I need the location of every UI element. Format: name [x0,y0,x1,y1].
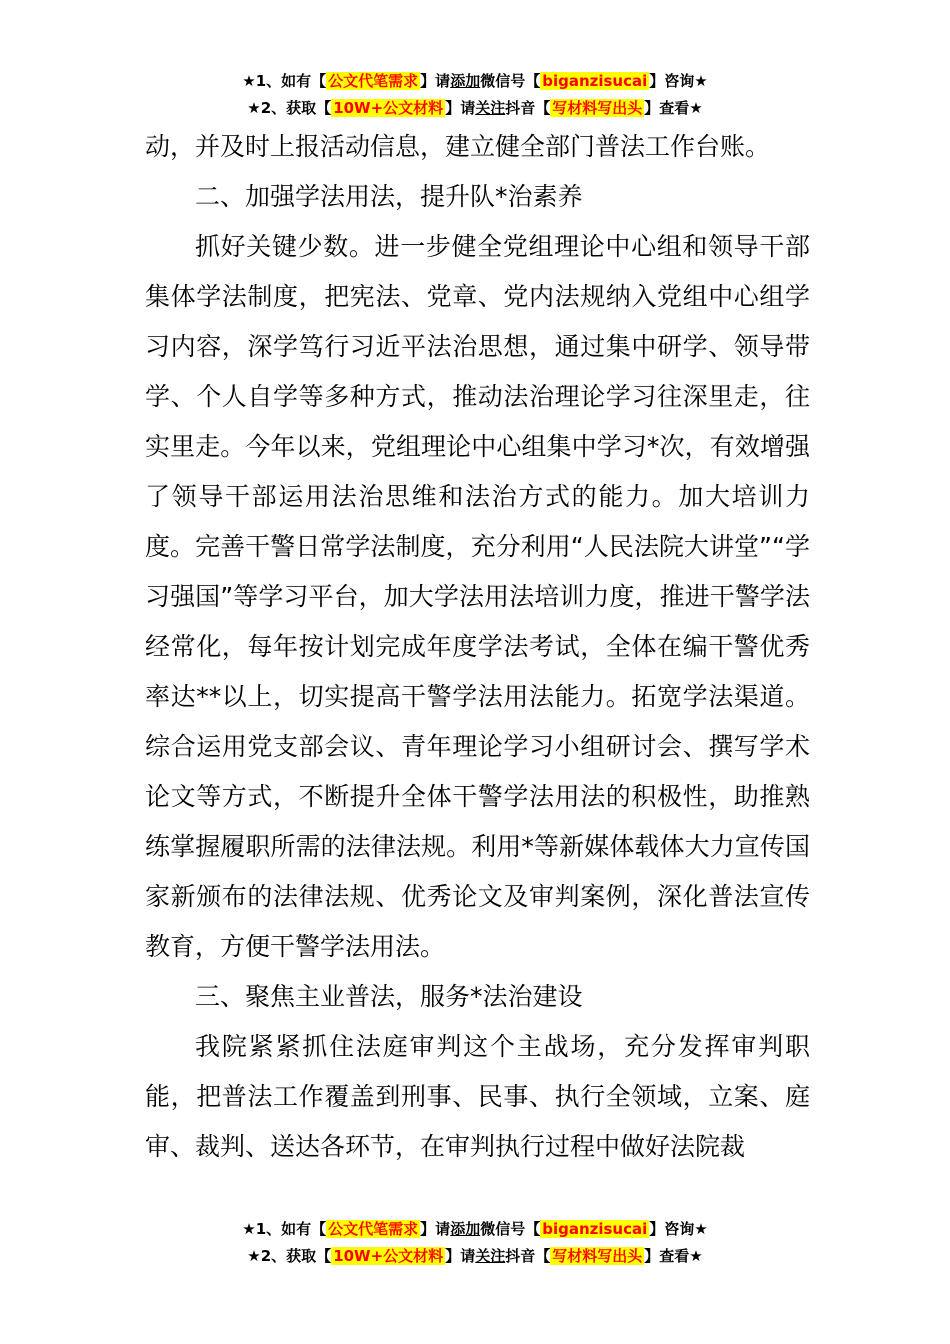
section-heading: 三、聚焦主业普法，服务*法治建设 [195,982,583,1011]
banner-text: 】请 [445,1247,476,1265]
banner-text: 】查看★ [644,1247,703,1265]
paragraph: 我院紧紧抓住法庭审判这个主战场，充分发挥审判职能，把普法工作覆盖到刑事、民事、执行全领域，立案、庭审、裁判、送达各环节，在审判执行过程中做好法院裁 [145,1032,810,1161]
banner-text: 】请 [445,99,476,117]
underlined-text: 添加 [450,1220,481,1238]
star-icon: ★ [242,72,256,90]
banner-text: 2、获取【 [260,1247,332,1265]
banner-text: 抖音【 [505,1247,551,1265]
highlight-wechat-id: biganzisucai [542,72,648,90]
star-icon: ★ [247,1247,261,1265]
banner-text: 微信号【 [480,1220,541,1238]
banner-text: 微信号【 [480,72,541,90]
banner-text: 抖音【 [505,99,551,117]
star-icon: ★ [242,1220,256,1238]
highlight-wechat-id: biganzisucai [542,1220,648,1238]
star-icon: ★ [247,99,261,117]
banner-text: 】请 [420,1220,451,1238]
underlined-text: 关注 [475,1247,506,1265]
document-body [145,122,810,1172]
banner-line-2 [0,95,950,122]
banner-text: 1、如有【 [255,1220,327,1238]
banner-text: 】请 [420,72,451,90]
paragraph: 抓好关键少数。进一步健全党组理论中心组和领导干部集体学法制度，把宪法、党章、党内法规纳入党组中心组学习内容，深学笃行习近平法治思想，通过集中研学、领导带学、个人自学等多种方式，推动法治理论学习往深里走，往实里走。今年以来，党组理论中心组集中学习*次，有效增强了领导干部运用法治思维和法治方式的能力。加大培训力度。完善干警日常学法制度，充分利用“人民法院大讲堂”“学习强国”等学习平台，加大学法用法培训力度，推进干警学法经常化，每年按计划完成年度学法考试，全体在编干警优秀率达**以上，切实提高干警学法用法能力。拓宽学法渠道。综合运用党支部会议、青年理论学习小组研讨会、撰写学术论文等方式，不断提升全体干警学法用法的积极性，助推熟练掌握履职所需的法律法规。利用*等新媒体载体大力宣传国家新颁布的法律法规、优秀论文及审判案例，深化普法宣传教育，方便干警学法用法。 [145,232,810,961]
highlight-materials: 10W+公文材料 [333,1247,444,1265]
footer-banner [0,1216,950,1270]
banner-line-1 [0,1216,950,1243]
banner-text: 】查看★ [644,99,703,117]
underlined-text: 关注 [475,99,506,117]
highlight-douyin: 写材料写出头 [552,99,643,117]
section-heading: 二、加强学法用法，提升队*治素养 [195,182,583,211]
paragraph: 动，并及时上报活动信息，建立健全部门普法工作台账。 [145,132,771,161]
banner-text: 2、获取【 [260,99,332,117]
banner-text: 】咨询★ [649,72,708,90]
banner-line-1 [0,68,950,95]
header-banner [0,68,950,122]
highlight-service: 公文代笔需求 [328,1220,419,1238]
highlight-service: 公文代笔需求 [328,72,419,90]
underlined-text: 添加 [450,72,481,90]
highlight-douyin: 写材料写出头 [552,1247,643,1265]
banner-line-2 [0,1243,950,1270]
highlight-materials: 10W+公文材料 [333,99,444,117]
banner-text: 】咨询★ [649,1220,708,1238]
banner-text: 1、如有【 [255,72,327,90]
